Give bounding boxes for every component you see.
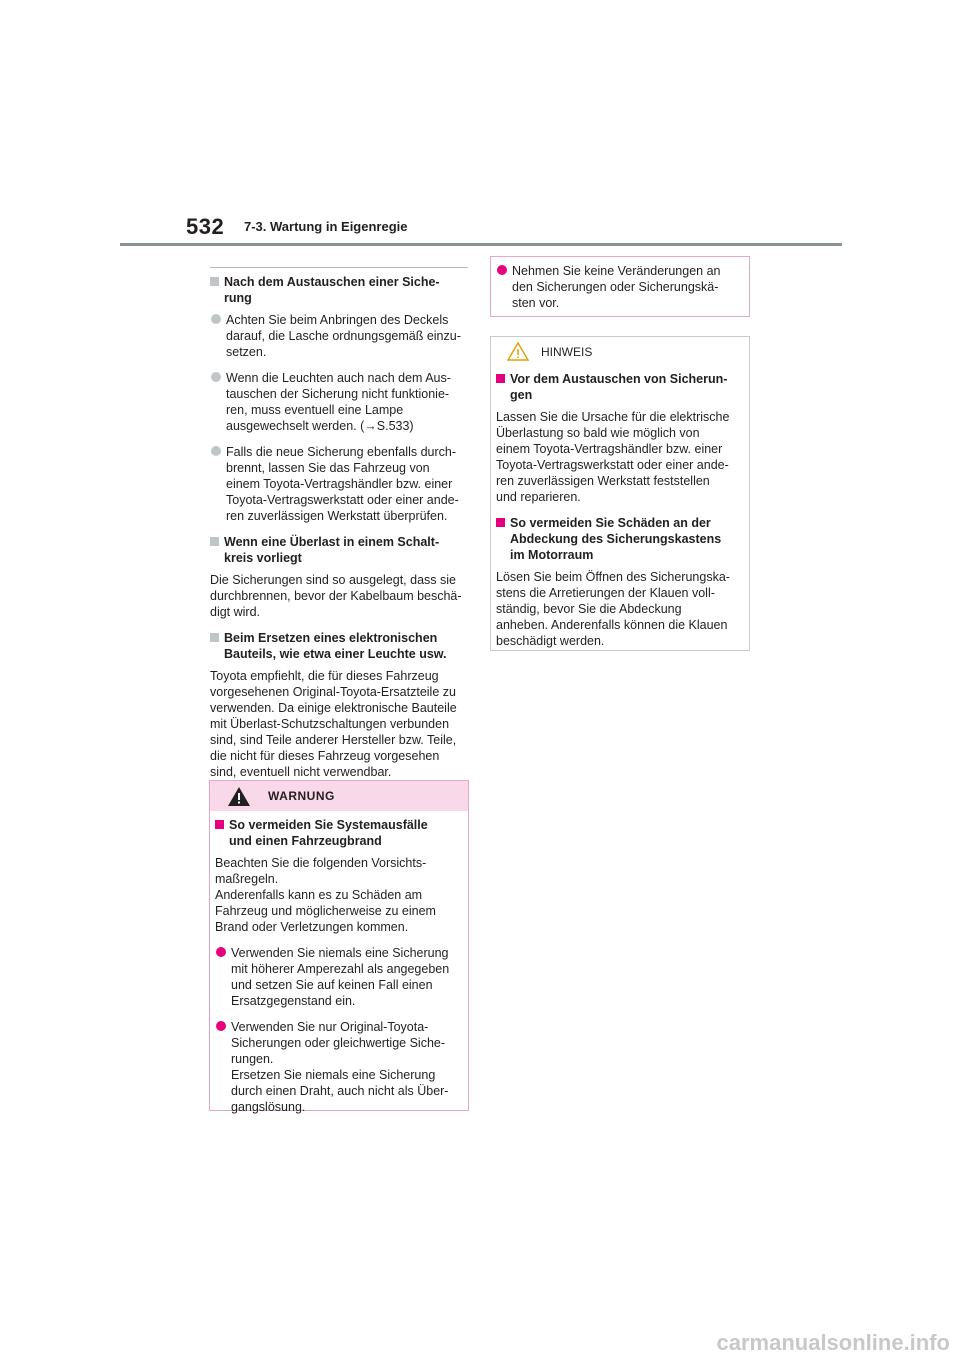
paragraph: Toyota empfiehlt, die für dieses Fahrzeug vorgesehenen Original-Toyota-Ersatzteile zu verwenden. Da einige elektronische Bauteile mit Überlast-Schutzschaltungen verbunden sind, sind Teile anderer Hersteller bzw. Teile, die nicht für dieses Fahrzeug vorgesehen sind, eventuell nicht verwendbar.	[210, 669, 457, 779]
bullet-item	[210, 444, 470, 524]
circle-bullet-icon	[211, 372, 221, 382]
warning-header	[210, 781, 468, 811]
paragraph: Lösen Sie beim Öffnen des Sicherungska- stens die Arretierungen der Klauen voll- ständig, bevor Sie die Abdeckung anheben. Anderenfalls können die Klauen beschädigt werden.	[496, 570, 730, 648]
circle-bullet-icon	[497, 265, 507, 275]
bullet-item	[496, 263, 746, 311]
square-bullet-icon	[210, 277, 219, 286]
circle-bullet-icon	[211, 446, 221, 456]
paragraph: Beachten Sie die folgenden Vorsichts- maßregeln. Anderenfalls kann es zu Schäden am Fahrzeug und möglicherweise zu einem Brand oder Verletzungen kommen.	[215, 856, 436, 934]
page-number: 532	[186, 214, 225, 239]
section-heading	[496, 515, 746, 563]
bullet-item	[210, 370, 470, 434]
heading-text: Nach dem Austauschen einer Siche- rung	[224, 275, 440, 305]
section-heading	[496, 371, 746, 403]
warning-triangle-icon	[228, 787, 250, 806]
bullet-text: Verwenden Sie nur Original-Toyota- Sicherungen oder gleichwertige Siche- rungen. Ersetzen Sie niemals eine Sicherung durch einen Draht, auch nicht als Über- gangslösung.	[231, 1020, 449, 1114]
bullet-text: Falls die neue Sicherung ebenfalls durch- brennt, lassen Sie das Fahrzeug von einem Toyota-Vertragshändler bzw. einer Toyota-Vertragswerkstatt oder einer ande- ren zuverlässigen Werkstatt überprüfen.	[226, 445, 459, 523]
circle-bullet-icon	[211, 314, 221, 324]
heading-text: So vermeiden Sie Schäden an der Abdeckung des Sicherungskastens im Motorraum	[510, 516, 722, 562]
square-bullet-icon	[215, 820, 224, 829]
heading-text: Vor dem Austauschen von Sicherun- gen	[510, 372, 728, 402]
notice-box	[490, 336, 750, 651]
bullet-item	[215, 1019, 465, 1115]
circle-bullet-icon	[216, 947, 226, 957]
notice-label: HINWEIS	[541, 345, 593, 359]
square-bullet-icon	[210, 537, 219, 546]
circle-bullet-icon	[216, 1021, 226, 1031]
notice-body	[496, 371, 746, 659]
paragraph: Lassen Sie die Ursache für die elektrische Überlastung so bald wie möglich von einem Toyota-Vertragshändler bzw. einer Toyota-Vertragswerkstatt oder einer ande- ren zuverlässigen Werkstatt feststellen und reparieren.	[496, 410, 730, 504]
square-bullet-icon	[496, 374, 505, 383]
watermark: carmanualsonline.info	[716, 1330, 950, 1355]
heading-text: Wenn eine Überlast in einem Schalt- kreis vorliegt	[224, 535, 440, 565]
square-bullet-icon	[496, 518, 505, 527]
section-heading	[215, 817, 465, 849]
section-heading	[210, 630, 470, 662]
section-divider	[210, 267, 468, 268]
bullet-item	[215, 945, 465, 1009]
bullet-text: Wenn die Leuchten auch nach dem Aus- tauschen der Sicherung nicht funktionie- ren, muss eventuell eine Lampe ausgewechselt werden. (→S.533)	[226, 371, 451, 433]
caution-triangle-icon	[507, 342, 529, 361]
section-heading	[210, 534, 470, 566]
left-column	[210, 267, 470, 790]
warning-continuation-box	[490, 256, 750, 317]
bullet-item	[210, 312, 470, 360]
bullet-text: Nehmen Sie keine Veränderungen an den Sicherungen oder Sicherungskä- sten vor.	[512, 264, 721, 310]
header-divider	[120, 243, 842, 246]
section-heading	[210, 274, 470, 306]
notice-header	[491, 337, 749, 369]
warning-label: WARNUNG	[268, 789, 335, 803]
bullet-text: Verwenden Sie niemals eine Sicherung mit höherer Amperezahl als angegeben und setzen Sie auf keinen Fall einen Ersatzgegenstand ein.	[231, 946, 450, 1008]
heading-text: Beim Ersetzen eines elektronischen Bauteils, wie etwa einer Leuchte usw.	[224, 631, 447, 661]
warning-body	[215, 817, 465, 1125]
chapter-title: 7-3. Wartung in Eigenregie	[244, 219, 408, 234]
paragraph: Die Sicherungen sind so ausgelegt, dass sie durchbrennen, bevor der Kabelbaum beschä- digt wird.	[210, 573, 462, 619]
heading-text: So vermeiden Sie Systemausfälle und einen Fahrzeugbrand	[229, 818, 428, 848]
bullet-text: Achten Sie beim Anbringen des Deckels darauf, die Lasche ordnungsgemäß einzu- setzen.	[226, 313, 461, 359]
warning-continuation-body	[496, 263, 746, 311]
square-bullet-icon	[210, 633, 219, 642]
warning-box	[209, 780, 469, 1114]
